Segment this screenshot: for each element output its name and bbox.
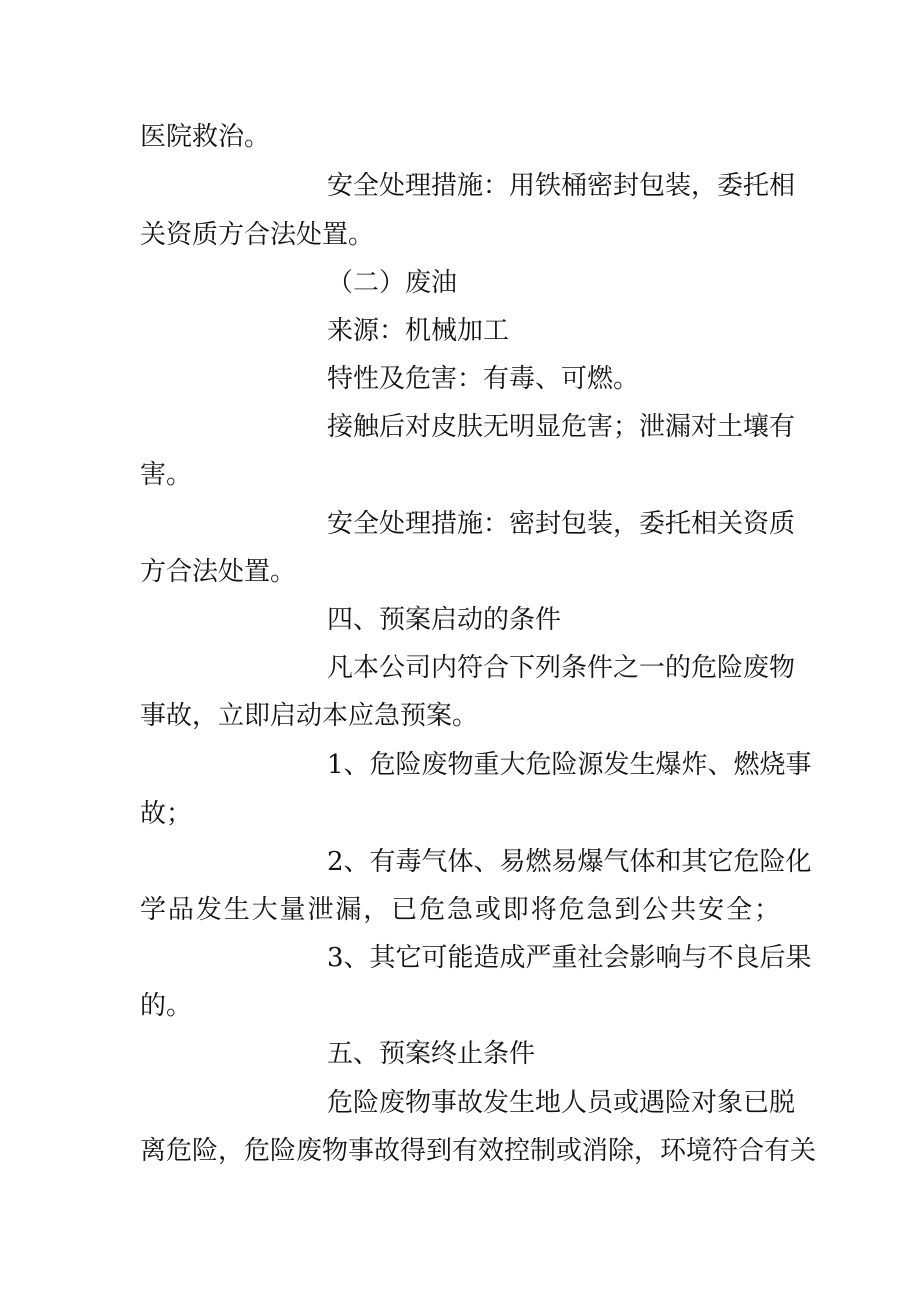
text-line: 害。	[140, 460, 193, 490]
text-line: 1、危险废物重大危险源发生爆炸、燃烧事	[327, 750, 812, 780]
text-line: 的。	[140, 991, 193, 1021]
text-line: 安全处理措施：用铁桶密封包装，委托相	[327, 171, 796, 201]
text-line: 医院救治。	[140, 122, 271, 152]
text-line: 方合法处置。	[140, 557, 297, 587]
text-line: 3、其它可能造成严重社会影响与不良后果	[327, 943, 812, 973]
text-line: 学品发生大量泄漏，已危急或即将危急到公共安全；	[140, 895, 780, 925]
text-line: 故；	[140, 799, 193, 829]
text-line: 危险废物事故发生地人员或遇险对象已脱	[327, 1088, 796, 1118]
text-line: 离危险，危险废物事故得到有效控制或消除，环境符合有关	[140, 1136, 817, 1166]
section-heading: 四、预案启动的条件	[327, 605, 562, 635]
text-line: 2、有毒气体、易燃易爆气体和其它危险化	[327, 847, 812, 877]
text-line: 凡本公司内符合下列条件之一的危险废物	[327, 653, 796, 683]
section-heading: 五、预案终止条件	[327, 1039, 536, 1069]
section-heading: （二）废油	[327, 268, 458, 298]
text-line: 特性及危害：有毒、可燃。	[327, 364, 640, 394]
text-line: 关资质方合法处置。	[140, 220, 375, 250]
text-line: 安全处理措施：密封包装，委托相关资质	[327, 509, 796, 539]
text-line: 接触后对皮肤无明显危害；泄漏对土壤有	[327, 412, 796, 442]
text-line: 事故，立即启动本应急预案。	[140, 701, 479, 731]
text-line: 来源：机械加工	[327, 316, 510, 346]
